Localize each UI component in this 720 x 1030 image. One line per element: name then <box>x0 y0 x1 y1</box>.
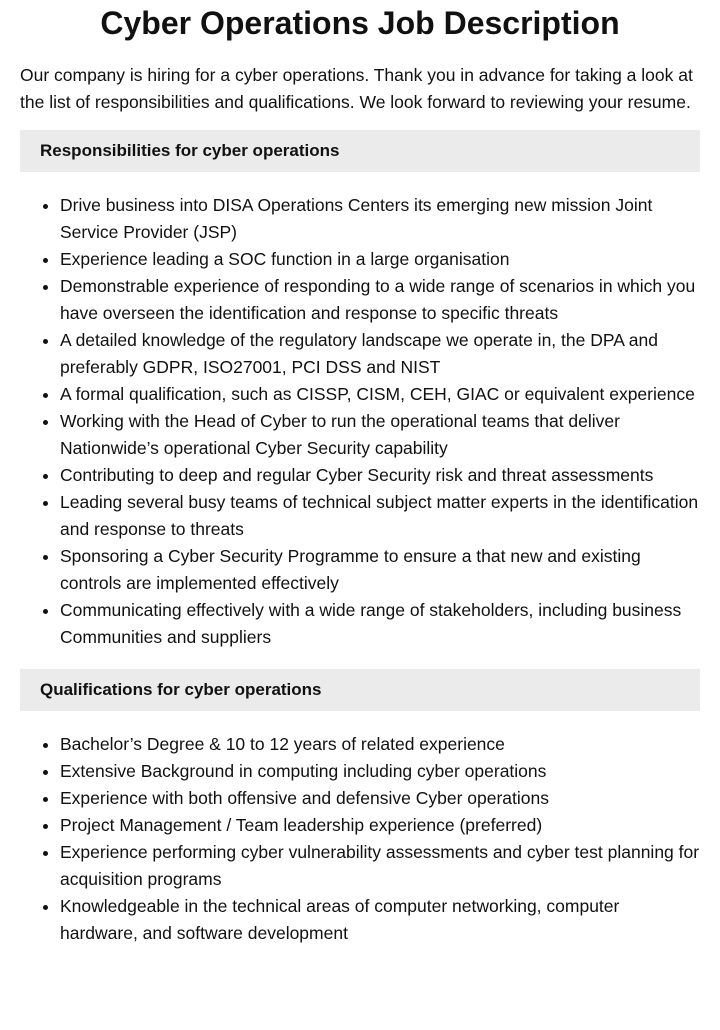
list-item: • Extensive Background in computing including cyber operations <box>60 758 700 785</box>
responsibilities-heading: Responsibilities for cyber operations <box>20 130 700 172</box>
list-item: • Knowledgeable in the technical areas of computer networking, computer hardware, and software development <box>60 893 700 947</box>
list-item: • A formal qualification, such as CISSP, CISM, CEH, GIAC or equivalent experience <box>60 381 700 408</box>
list-item: • Sponsoring a Cyber Security Programme to ensure a that new and existing controls are implemented effectively <box>60 543 700 597</box>
list-item: • Demonstrable experience of responding to a wide range of scenarios in which you have overseen the identification and response to specific threats <box>60 273 700 327</box>
list-item: • Bachelor’s Degree & 10 to 12 years of related experience <box>60 731 700 758</box>
list-item: • Experience performing cyber vulnerability assessments and cyber test planning for acquisition programs <box>60 839 700 893</box>
page-title: Cyber Operations Job Description <box>100 5 620 41</box>
list-item: • Communicating effectively with a wide range of stakeholders, including business Communities and suppliers <box>60 597 700 651</box>
intro-text: Our company is hiring for a cyber operations. Thank you in advance for taking a look at the list of responsibilities and qualifications. We look forward to reviewing your resume. <box>20 65 693 112</box>
list-item: • Contributing to deep and regular Cyber Security risk and threat assessments <box>60 462 700 489</box>
list-item: • Leading several busy teams of technical subject matter experts in the identification and response to threats <box>60 489 700 543</box>
qualifications-list <box>20 731 700 947</box>
list-item: • Drive business into DISA Operations Centers its emerging new mission Joint Service Provider (JSP) <box>60 192 700 246</box>
list-item: • Experience with both offensive and defensive Cyber operations <box>60 785 700 812</box>
qualifications-heading: Qualifications for cyber operations <box>20 669 700 711</box>
responsibilities-list <box>20 192 700 651</box>
list-item: • Experience leading a SOC function in a large organisation <box>60 246 700 273</box>
list-item: • Project Management / Team leadership experience (preferred) <box>60 812 700 839</box>
list-item: • Working with the Head of Cyber to run the operational teams that deliver Nationwide’s operational Cyber Security capability <box>60 408 700 462</box>
list-item: • A detailed knowledge of the regulatory landscape we operate in, the DPA and preferably GDPR, ISO27001, PCI DSS and NIST <box>60 327 700 381</box>
